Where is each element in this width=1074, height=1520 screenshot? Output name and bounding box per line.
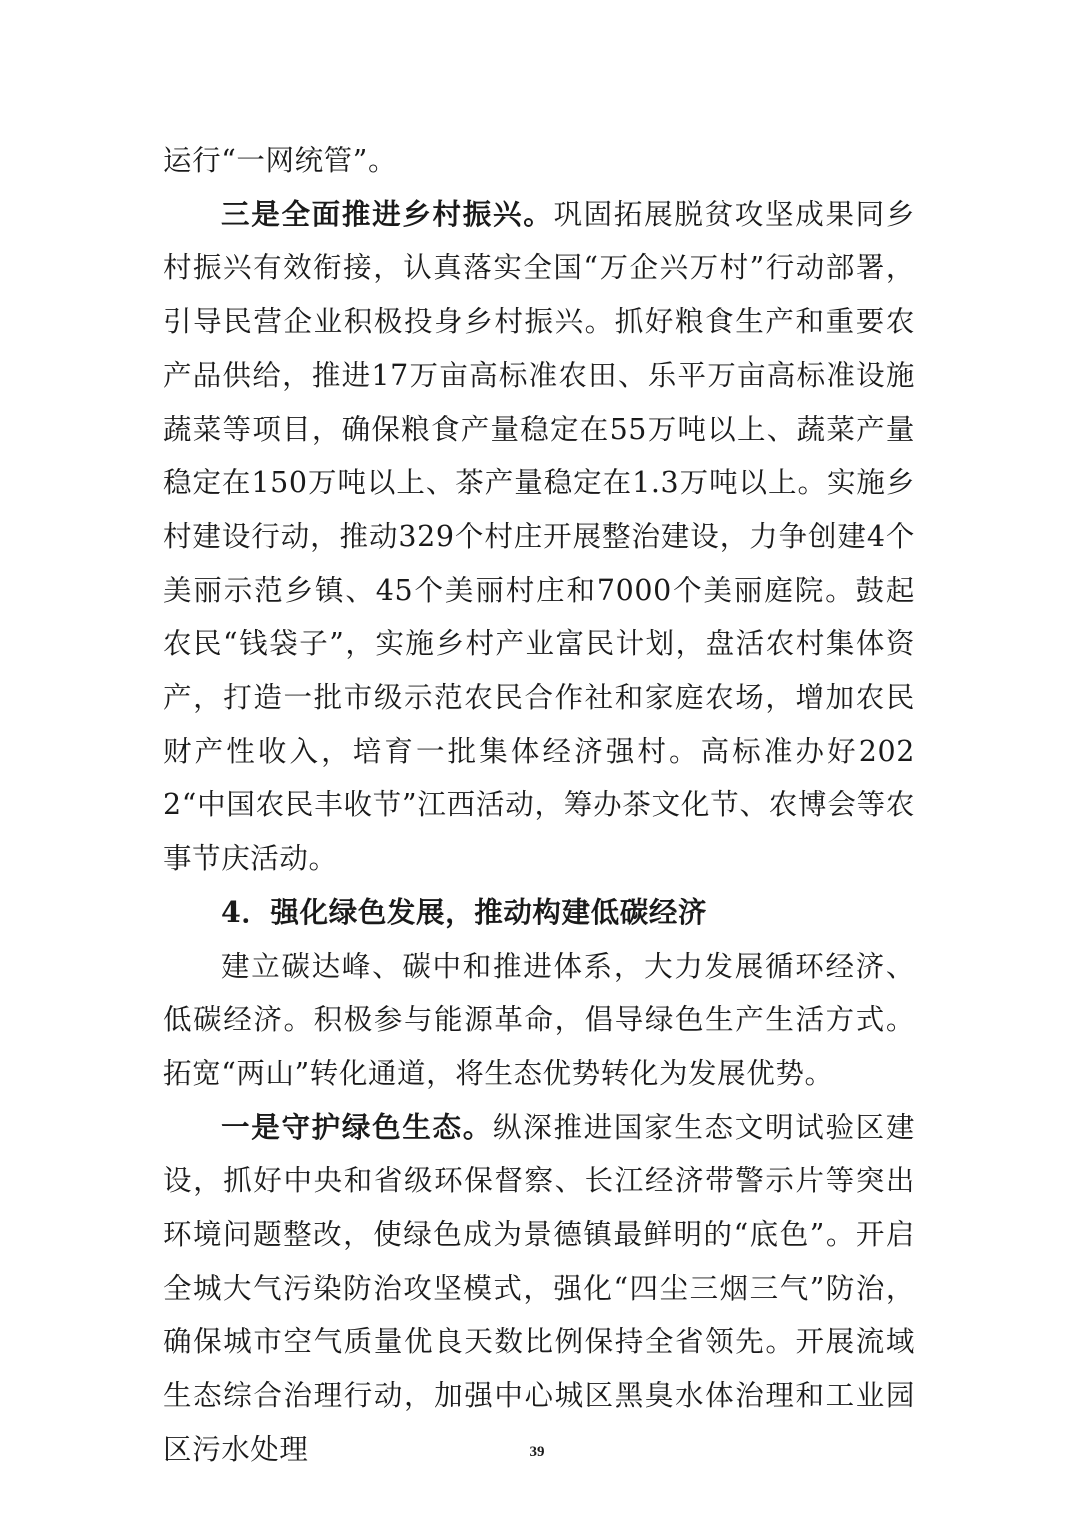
paragraph-lead-heading: 三是全面推进乡村振兴。 xyxy=(221,196,554,231)
paragraph-text: 运行“一网统管”。 xyxy=(163,144,398,177)
section-heading-green-development xyxy=(163,886,915,940)
paragraph-text: 巩固拓展脱贫攻坚成果同乡村振兴有效衔接，认真落实全国“万企兴万村”行动部署，引导民营企业积极投身乡村振兴。抓好粮食生产和重要农产品供给，推进17万亩高标准农田、乐平万亩高标准设施蔬菜等项目，确保粮食产量稳定在55万吨以上、蔬菜产量稳定在150万吨以上、茶产量稳定在1.3万吨以上。实施乡村建设行动，推动329个村庄开展整治建设，力争创建4个美丽示范乡镇、45个美丽村庄和7000个美丽庭院。鼓起农民“钱袋子”，实施乡村产业富民计划，盘活农村集体资产，打造一批市级示范农民合作社和家庭农场，增加农民财产性收入，培育一批集体经济强村。高标准办好2022“中国农民丰收节”江西活动，筹办茶文化节、农博会等农事节庆活动。 xyxy=(163,197,915,876)
page-number: 39 xyxy=(529,1444,545,1460)
section-heading-text: 4．强化绿色发展，推动构建低碳经济 xyxy=(221,894,708,929)
document-body xyxy=(163,134,915,1477)
paragraph-lead-heading: 一是守护绿色生态。 xyxy=(221,1109,493,1144)
paragraph-green-ecology xyxy=(163,1101,915,1477)
paragraph-text: 纵深推进国家生态文明试验区建设，抓好中央和省级环保督察、长江经济带警示片等突出环境问题整改，使绿色成为景德镇最鲜明的“底色”。开启全城大气污染防治攻坚模式，强化“四尘三烟三气”防治，确保城市空气质量优良天数比例保持全省领先。开展流域生态综合治理行动，加强中心城区黑臭水体治理和工业园区污水处理 xyxy=(163,1110,915,1466)
paragraph-text: 建立碳达峰、碳中和推进体系，大力发展循环经济、低碳经济。积极参与能源革命，倡导绿色生产生活方式。拓宽“两山”转化通道，将生态优势转化为发展优势。 xyxy=(163,949,915,1090)
paragraph-rural-revitalization xyxy=(163,188,915,886)
paragraph-carbon-system xyxy=(163,940,915,1101)
paragraph-continuation xyxy=(163,134,915,188)
